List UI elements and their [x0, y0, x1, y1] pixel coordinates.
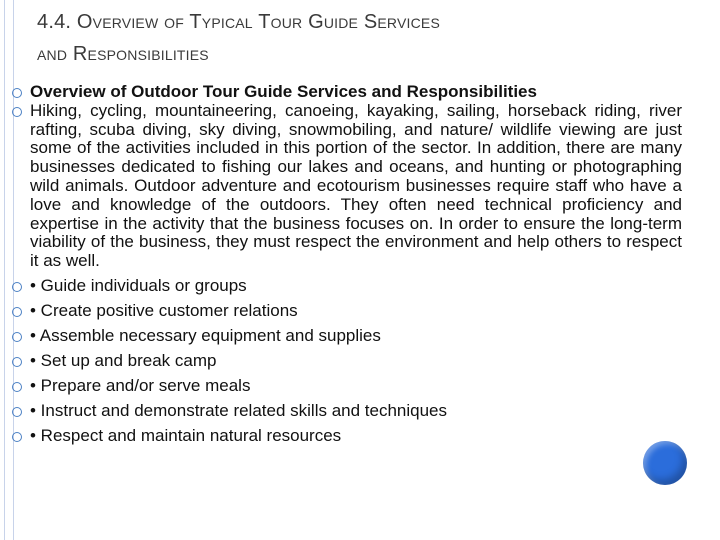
bullet-circle-icon: [12, 432, 22, 442]
list-item: [12, 352, 682, 371]
list-item-text: • Prepare and/or serve meals: [30, 376, 251, 396]
list-item-text: Overview of Outdoor Tour Guide Services and Responsibilities: [30, 82, 537, 101]
slide-title-line-2: and Responsibilities: [37, 43, 209, 65]
slide-title: [37, 6, 677, 70]
bullet-circle-icon: [12, 88, 22, 98]
list-item-text: • Create positive customer relations: [30, 301, 298, 321]
list-item-text: • Instruct and demonstrate related skills and techniques: [30, 401, 448, 421]
blue-circle-ornament-icon: [643, 441, 687, 485]
bullet-list: [12, 83, 682, 452]
bullet-circle-icon: [12, 332, 22, 342]
list-item-text: • Respect and maintain natural resources: [30, 426, 342, 446]
list-item: [12, 377, 682, 396]
list-item-text: Hiking, cycling, mountaineering, canoeing, kayaking, sailing, horseback riding, river rafting, scuba diving, sky diving, snowmobiling, and nature/ wildlife viewing are just some of the activities included in this portion of the sector. In addition, there are many businesses dedicated to fishing our lakes and oceans, and hunting or photographing wild animals. Outdoor adventure and ecotourism businesses require staff who have a love and knowledge of the outdoors. They often need technical proficiency and expertise in the activity that the business focuses on. In order to ensure the long-term viability of the business, they must respect the environment and help others to respect it as well.: [30, 100, 682, 271]
list-item: [12, 277, 682, 296]
list-item: [12, 402, 682, 421]
list-item: [12, 327, 682, 346]
bullet-circle-icon: [12, 307, 22, 317]
bullet-circle-icon: [12, 282, 22, 292]
bullet-circle-icon: [12, 107, 22, 117]
bullet-circle-icon: [12, 357, 22, 367]
bullet-circle-icon: [12, 407, 22, 417]
list-item: [12, 427, 682, 446]
list-item-text: • Assemble necessary equipment and supplies: [30, 326, 381, 346]
list-item: [12, 302, 682, 321]
list-item: [12, 83, 682, 102]
list-item: [12, 102, 682, 271]
bullet-circle-icon: [12, 382, 22, 392]
slide-title-line-1: 4.4. Overview of Typical Tour Guide Services: [37, 11, 440, 33]
list-item-text: • Guide individuals or groups: [30, 276, 247, 296]
list-item-text: • Set up and break camp: [30, 351, 217, 371]
